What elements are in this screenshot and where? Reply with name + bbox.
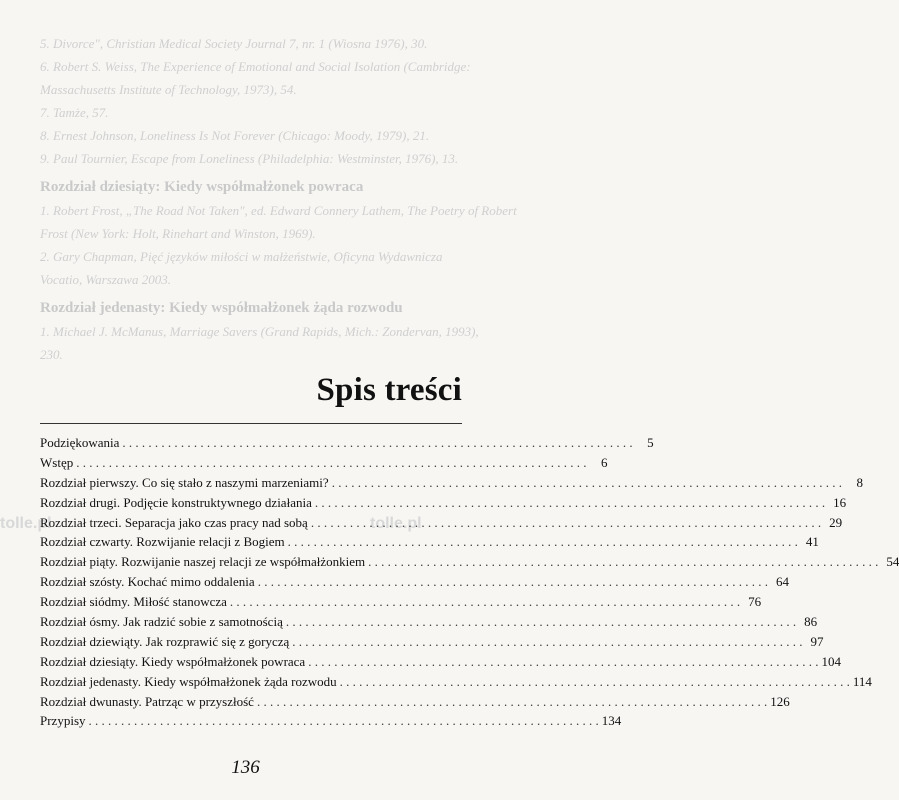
dot-leader [288,532,798,552]
bleed-through-line: Massachusetts Institute of Technology, 1973), 54. [40,82,297,97]
toc-entry-page: 6 [600,454,608,470]
toc-entry-label: Rozdział szósty. Kochać mimo oddalenia [40,574,255,590]
bleed-through-line: 5. Divorce", Christian Medical Society Journal 7, nr. 1 (Wiosna 1976), 30. [40,36,428,51]
dot-leader [292,632,802,652]
dot-leader [332,473,842,493]
bleed-through-text [40,32,517,366]
dot-leader [311,513,821,533]
toc-entry-page: 5 [647,435,654,450]
dot-leader [76,453,586,473]
dot-leader [286,612,796,632]
toc-entry[interactable] [40,453,608,473]
toc-entry-page: 64 [775,574,789,590]
bleed-through-line: 7. Tamże, 57. [40,105,109,120]
toc-entry-page: 97 [810,633,824,649]
toc-entry-page: 54 [886,554,899,570]
bleed-through-line: 1. Michael J. McManus, Marriage Savers (Grand Rapids, Mich.: Zondervan, 1993), [40,324,479,339]
toc-entry[interactable] [40,513,843,533]
toc-entry-page: 104 [821,653,841,669]
toc-entry[interactable] [40,632,824,652]
toc-entry[interactable] [40,711,622,731]
toc-entry-label: Rozdział siódmy. Miłość stanowcza [40,594,227,610]
bleed-through-line: 230. [40,347,63,362]
toc-entry-label: Rozdział ósmy. Jak radzić sobie z samotnością [40,614,283,630]
bleed-through-heading: Rozdział jedenasty: Kiedy współmałżonek żąda rozwodu [40,300,403,316]
toc-entry[interactable] [40,552,899,572]
toc-entry-page: 8 [856,474,863,490]
bleed-through-line: Frost (New York: Holt, Rinehart and Winston, 1969). [40,226,316,241]
dot-leader [122,433,632,453]
page-title: Spis treści [316,372,462,408]
toc-entry-label: Rozdział trzeci. Separacja jako czas pracy nad sobą [40,514,308,530]
dot-leader [258,572,768,592]
bleed-through-line: 6. Robert S. Weiss, The Experience of Emotional and Social Isolation (Cambridge: [40,59,471,74]
dot-leader [368,552,878,572]
toc-entry-page: 126 [770,693,790,709]
dot-leader [308,652,818,672]
toc-entry[interactable] [40,572,789,592]
toc-entry-label: Rozdział dziesiąty. Kiedy współmałżonek powraca [40,653,306,669]
bleed-through-line: 8. Ernest Johnson, Loneliness Is Not Forever (Chicago: Moody, 1979), 21. [40,128,430,143]
toc-entry-page: 76 [748,594,762,610]
toc-entry-label: Rozdział piąty. Rozwijanie naszej relacji ze współmałżonkiem [40,554,366,570]
dot-leader [230,592,740,612]
toc-entry-page: 29 [829,514,843,530]
toc-entry-label: Rozdział dwunasty. Patrząc w przyszłość [40,693,254,709]
toc-entry-page: 86 [804,614,818,630]
bleed-through-line: 2. Gary Chapman, Pięć języków miłości w małżeństwie, Oficyna Wydawnicza [40,249,443,264]
toc-entry-label: Przypisy [40,713,86,729]
toc-entry-label: Rozdział drugi. Podjęcie konstruktywnego działania [40,494,312,510]
watermark-logo: tolle.pl [0,515,52,532]
toc-entry-label: Podziękowania [40,435,120,450]
toc-entry[interactable] [40,433,654,453]
toc-entry[interactable] [40,532,819,552]
dot-leader [340,672,850,692]
toc-entry[interactable] [40,612,818,632]
dot-leader [257,692,767,712]
toc-entry[interactable] [40,692,790,712]
toc-entry[interactable] [40,592,762,612]
page-number: 136 [231,757,260,778]
toc-entry-page: 41 [805,534,819,550]
bleed-through-line: 9. Paul Tournier, Escape from Loneliness (Philadelphia: Westminster, 1976), 13. [40,151,459,166]
toc-entry-page: 134 [601,713,622,729]
toc-entry-label: Rozdział dziewiąty. Jak rozprawić się z goryczą [40,633,290,649]
dot-leader [89,711,599,731]
bleed-through-line: Vocatio, Warszawa 2003. [40,272,171,287]
toc-entry-label: Rozdział pierwszy. Co się stało z naszymi marzeniami? [40,474,329,490]
table-of-contents [40,433,899,731]
toc-entry-label: Rozdział jedenasty. Kiedy współmałżonek żąda rozwodu [40,673,337,689]
toc-entry[interactable] [40,493,847,513]
toc-entry-page: 16 [833,494,847,510]
title-divider [40,423,462,424]
dot-leader [315,493,825,513]
bleed-through-line: 1. Robert Frost, „The Road Not Taken", ed. Edward Connery Lathem, The Poetry of Robert [40,203,517,218]
toc-entry[interactable] [40,672,872,692]
toc-entry-label: Rozdział czwarty. Rozwijanie relacji z Bogiem [40,534,285,550]
toc-entry-page: 114 [852,673,872,689]
toc-entry[interactable] [40,652,841,672]
bleed-through-heading: Rozdział dziesiąty: Kiedy współmałżonek powraca [40,179,364,195]
watermark-logo: tolle.pl [370,515,422,532]
toc-entry[interactable] [40,473,863,493]
toc-entry-label: Wstęp [40,454,74,470]
